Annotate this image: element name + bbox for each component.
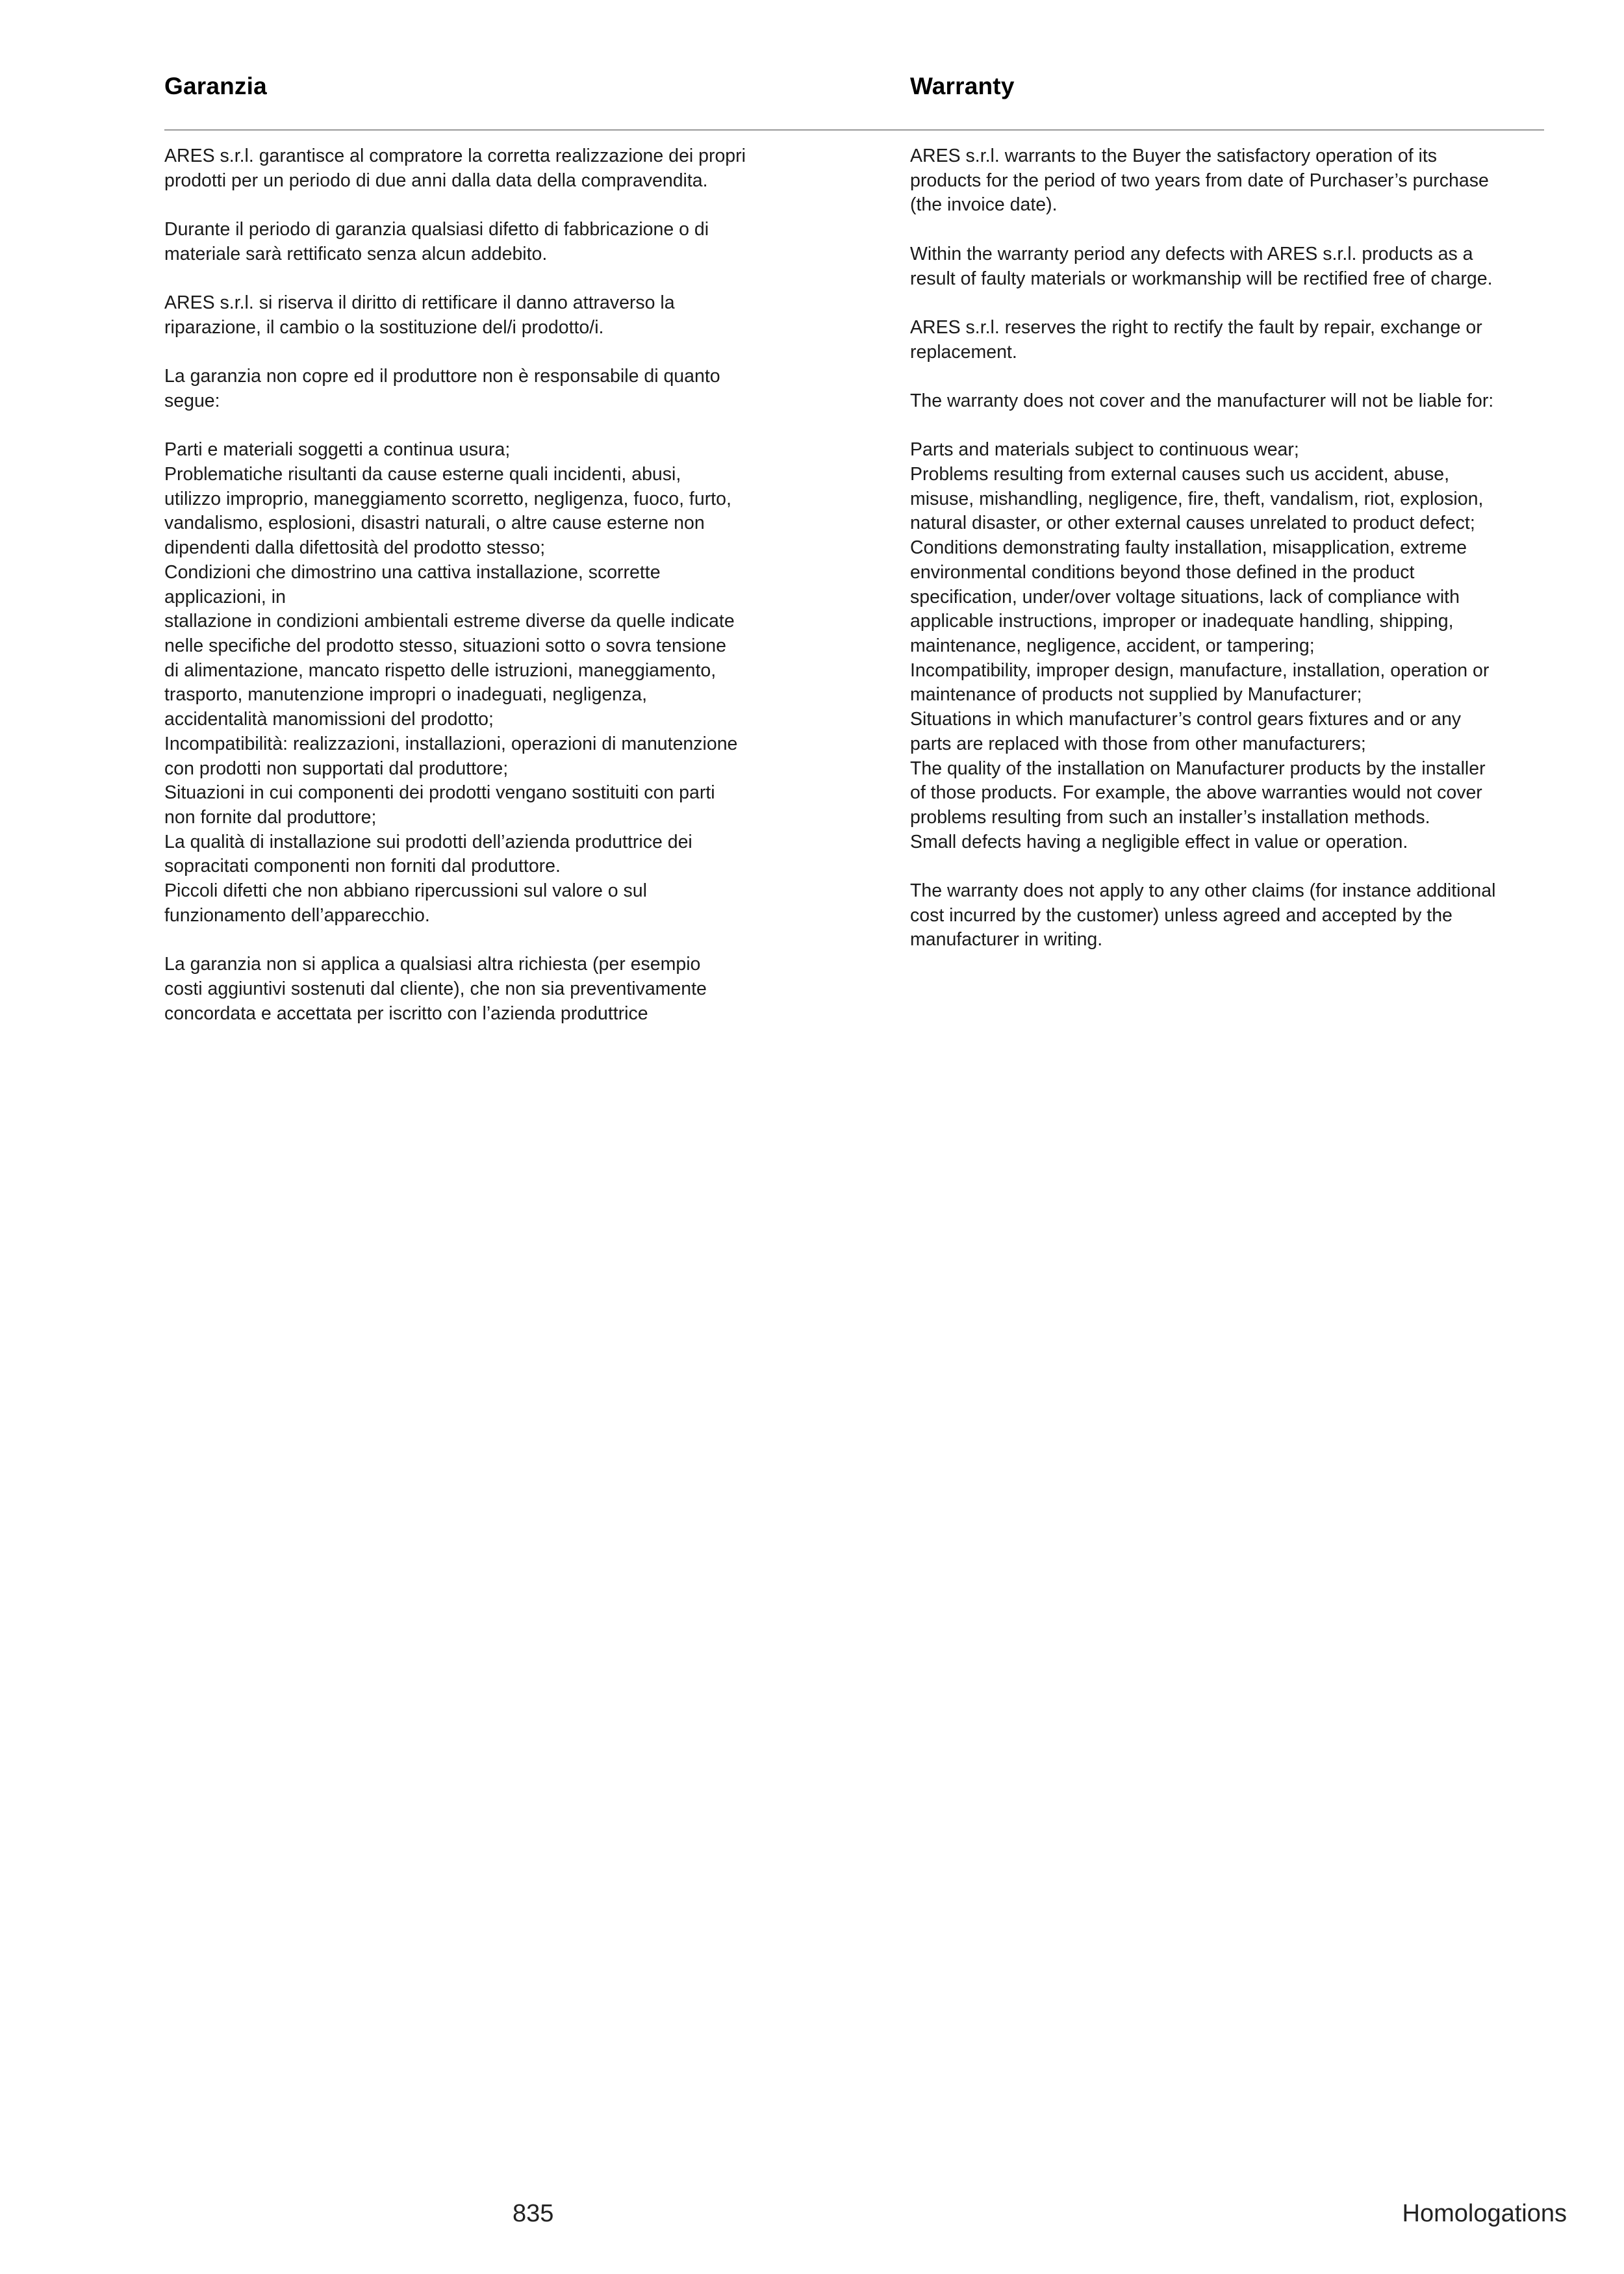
italian-text-line: applicazioni, in — [164, 586, 286, 607]
italian-paragraph — [164, 438, 820, 928]
italian-text-line: riparazione, il cambio o la sostituzione del/i prodotto/i. — [164, 316, 604, 338]
english-text-line: replacement. — [910, 341, 1017, 363]
italian-text-line: materiale sarà rettificato senza alcun addebito. — [164, 243, 548, 264]
italian-paragraph — [164, 144, 820, 193]
english-text-line: Conditions demonstrating faulty installation, misapplication, extreme — [910, 537, 1467, 559]
italian-text-line: con prodotti non supportati dal produttore; — [164, 758, 509, 779]
italian-paragraph — [164, 364, 820, 413]
english-text-line: maintenance of products not supplied by Manufacturer; — [910, 684, 1362, 706]
header-divider — [164, 129, 1544, 131]
english-text-line: of those products. For example, the above warranties would not cover — [910, 782, 1482, 804]
english-paragraph — [910, 242, 1566, 291]
italian-text-line: funzionamento dell’apparecchio. — [164, 904, 430, 926]
english-text-line: natural disaster, or other external causes unrelated to product defect; — [910, 513, 1475, 534]
english-paragraph — [910, 879, 1566, 952]
italian-text-line: Situazioni in cui componenti dei prodotti vengano sostituiti con parti — [164, 782, 715, 804]
english-text-line: Small defects having a negligible effect in value or operation. — [910, 831, 1408, 852]
english-text-line: ARES s.r.l. warrants to the Buyer the satisfactory operation of its — [910, 146, 1438, 166]
english-text-line: Parts and materials subject to continuous wear; — [910, 439, 1299, 461]
italian-text-line: Problematiche risultanti da cause esterne quali incidenti, abusi, — [164, 464, 681, 485]
italian-paragraph — [164, 952, 820, 1026]
english-text-line: problems resulting from such an installer’s installation methods. — [910, 806, 1430, 828]
english-paragraph — [910, 389, 1566, 414]
italian-text-line: La garanzia non si applica a qualsiasi altra richiesta (per esempio — [164, 954, 701, 975]
italian-text-line: stallazione in condizioni ambientali estreme diverse da quelle indicate — [164, 611, 735, 632]
italian-text-line: sopracitati componenti non forniti dal produttore. — [164, 856, 561, 877]
english-text-line: Incompatibility, improper design, manufacture, installation, operation or — [910, 659, 1490, 681]
english-text-line: environmental conditions beyond those defined in the product — [910, 561, 1415, 583]
italian-text-line: vandalismo, esplosioni, disastri naturali, o altre cause esterne non — [164, 513, 705, 534]
italian-body — [164, 144, 820, 1051]
italian-text-line: costi aggiuntivi sostenuti dal cliente), che non sia preventivamente — [164, 978, 707, 999]
italian-text-line: non fornite dal produttore; — [164, 806, 377, 828]
english-text-line: (the invoice date). — [910, 194, 1058, 216]
english-text-line: products for the period of two years from date of Purchaser’s purchase — [910, 170, 1489, 191]
italian-paragraph — [164, 218, 820, 266]
english-text-line: Problems resulting from external causes such us accident, abuse, — [910, 464, 1450, 485]
italian-title: Garanzia — [164, 73, 267, 99]
italian-text-line: concordata e accettata per iscritto con l’azienda produttrice — [164, 1003, 648, 1024]
english-text-line: parts are replaced with those from other manufacturers; — [910, 733, 1366, 754]
italian-text-line: Parti e materiali soggetti a continua usura; — [164, 439, 511, 461]
english-paragraph — [910, 316, 1566, 364]
english-paragraph — [910, 144, 1566, 218]
italian-text-line: utilizzo improprio, maneggiamento scorretto, negligenza, fuoco, furto, — [164, 488, 731, 509]
italian-text-line: accidentalità manomissioni del prodotto; — [164, 709, 494, 730]
italian-text-line: prodotti per un periodo di due anni dalla data della compravendita. — [164, 170, 708, 191]
english-text-line: Within the warranty period any defects with ARES s.r.l. products as a — [910, 243, 1473, 264]
italian-text-line: nelle specifiche del prodotto stesso, situazioni sotto o sovra tensione — [164, 635, 727, 656]
english-text-line: specification, under/over voltage situations, lack of compliance with — [910, 586, 1460, 607]
english-text-line: The quality of the installation on Manufacturer products by the installer — [910, 758, 1486, 779]
italian-text-line: di alimentazione, mancato rispetto delle istruzioni, maneggiamento, — [164, 659, 717, 681]
english-text-line: misuse, mishandling, negligence, fire, theft, vandalism, riot, explosion, — [910, 488, 1484, 509]
english-text-line: result of faulty materials or workmanship will be rectified free of charge. — [910, 268, 1493, 289]
italian-text-line: ARES s.r.l. garantisce al compratore la corretta realizzazione dei propri — [164, 146, 746, 166]
italian-text-line: trasporto, manutenzione impropri o inadeguati, negligenza, — [164, 684, 648, 706]
italian-text-line: Incompatibilità: realizzazioni, installazioni, operazioni di manutenzione — [164, 733, 738, 754]
english-text-line: cost incurred by the customer) unless agreed and accepted by the — [910, 904, 1453, 926]
english-text-line: The warranty does not cover and the manufacturer will not be liable for: — [910, 390, 1494, 411]
italian-text-line: Piccoli difetti che non abbiano ripercussioni sul valore o sul — [164, 880, 647, 902]
english-text-line: applicable instructions, improper or inadequate handling, shipping, — [910, 611, 1454, 632]
italian-text-line: La qualità di installazione sui prodotti dell’azienda produttrice dei — [164, 831, 692, 852]
english-text-line: manufacturer in writing. — [910, 929, 1103, 951]
page-number: 835 — [513, 2200, 554, 2227]
english-paragraph — [910, 438, 1566, 854]
italian-text-line: La garanzia non copre ed il produttore non è responsabile di quanto — [164, 366, 720, 387]
italian-paragraph — [164, 291, 820, 340]
section-name: Homologations — [1402, 2200, 1567, 2227]
english-text-line: maintenance, negligence, accident, or tampering; — [910, 635, 1315, 656]
english-title: Warranty — [910, 73, 1015, 99]
italian-text-line: ARES s.r.l. si riserva il diritto di rettificare il danno attraverso la — [164, 292, 675, 314]
italian-text-line: Condizioni che dimostrino una cattiva installazione, scorrette — [164, 561, 661, 583]
english-text-line: The warranty does not apply to any other claims (for instance additional — [910, 880, 1496, 902]
english-text-line: Situations in which manufacturer’s control gears fixtures and or any — [910, 709, 1462, 730]
italian-text-line: Durante il periodo di garanzia qualsiasi difetto di fabbricazione o di — [164, 219, 709, 240]
english-text-line: ARES s.r.l. reserves the right to rectify the fault by repair, exchange or — [910, 316, 1482, 338]
italian-text-line: segue: — [164, 390, 220, 411]
italian-text-line: dipendenti dalla difettosità del prodotto stesso; — [164, 537, 546, 559]
english-body — [910, 144, 1566, 977]
